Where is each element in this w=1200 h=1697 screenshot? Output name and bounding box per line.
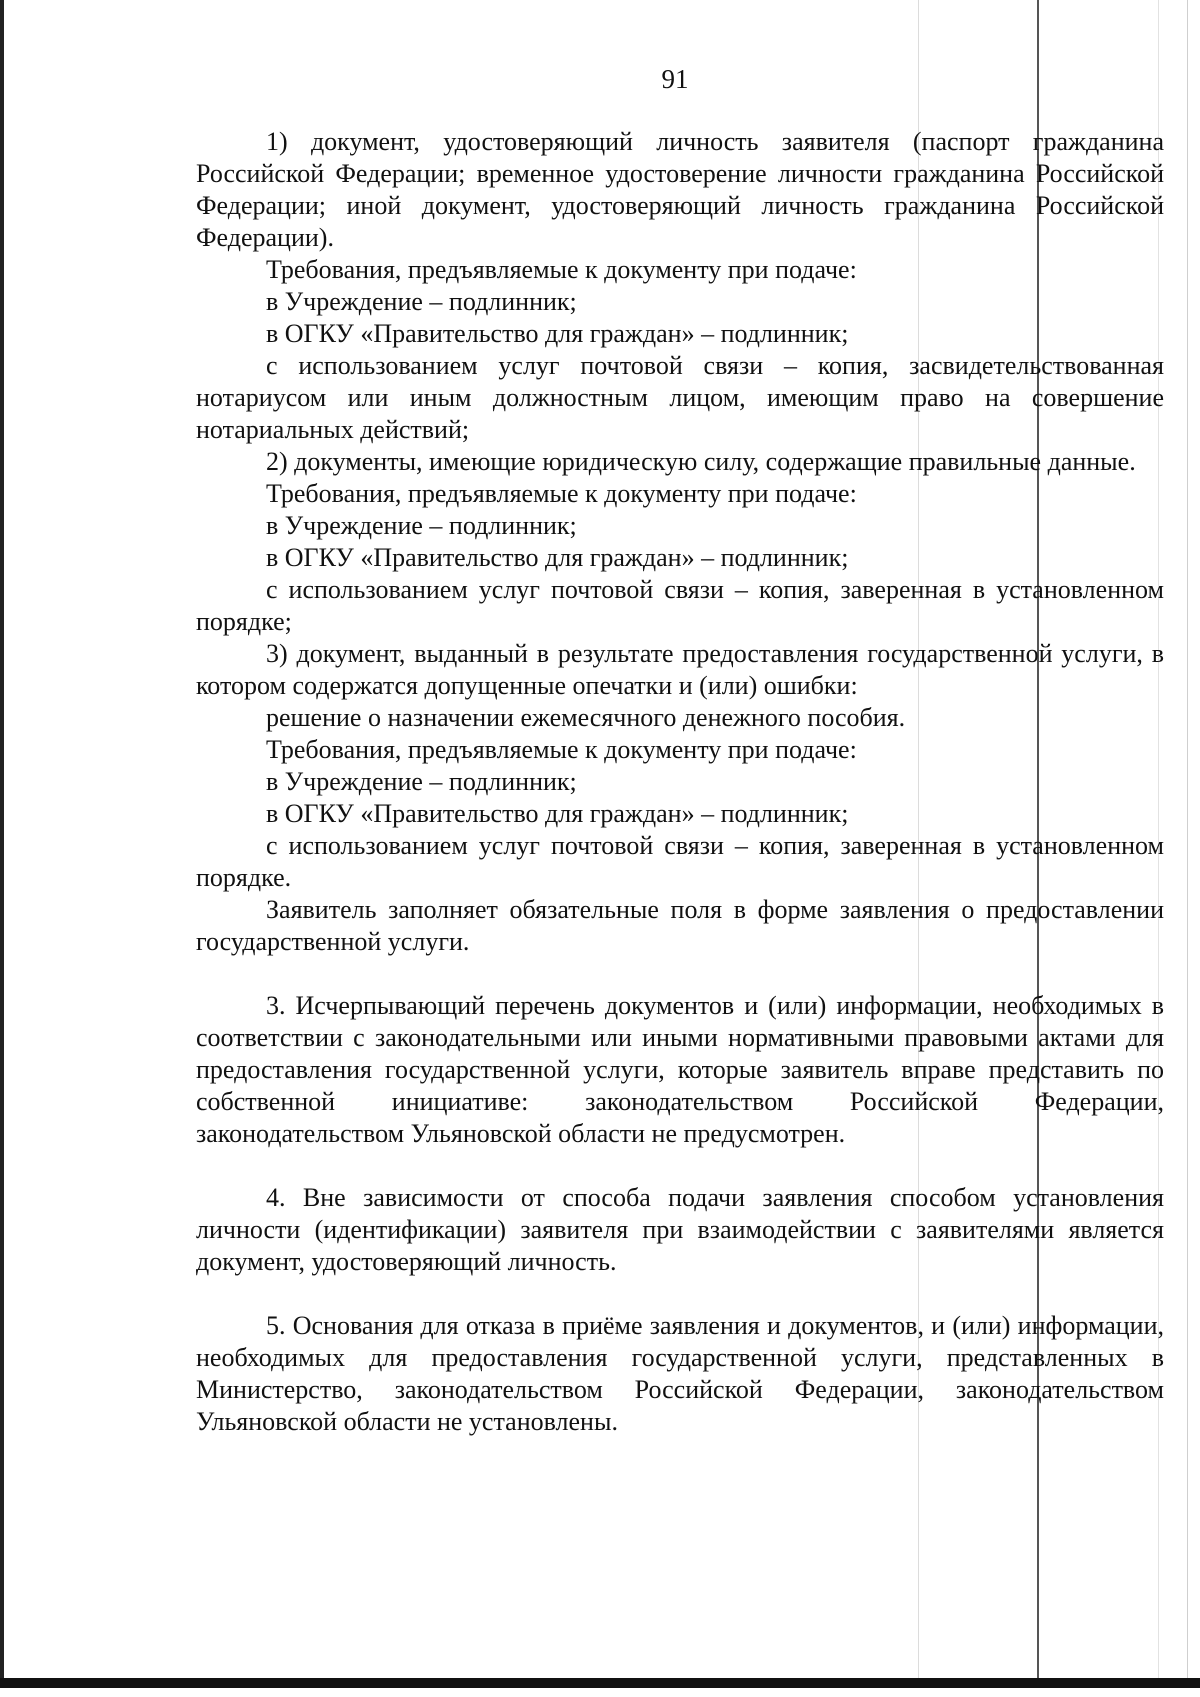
page-number: 91 <box>661 64 689 94</box>
paragraph: в ОГКУ «Правительство для граждан» – подлинник; <box>266 543 849 572</box>
paragraph: в Учреждение – подлинник; <box>266 511 577 540</box>
paragraph: Заявитель заполняет обязательные поля в форме заявления о предоставлении государственной услуги. <box>196 895 1164 956</box>
scan-artifact-line <box>1187 0 1188 1678</box>
paragraph: 2) документы, имеющие юридическую силу, содержащие правильные данные. <box>266 447 1136 476</box>
section-paragraph-3: 3. Исчерпывающий перечень документов и (или) информации, необходимых в соответствии с законодательными или иными нормативными правовыми актами для предоставления государственной услуги, которые заявитель вправе представить по собственной инициативе: законодательством Российской Федерации, законодательством Ульяновской области не предусмотрен. <box>196 991 1164 1148</box>
paragraph: 1) документ, удостоверяющий личность заявителя (паспорт гражданина Российской Федерации; временное удостоверение личности гражданина Российской Федерации; иной документ, удостоверяющий личность гражданина Российской Федерации). <box>196 127 1164 252</box>
scan-left-edge <box>0 0 4 1680</box>
paragraph: в ОГКУ «Правительство для граждан» – подлинник; <box>266 319 849 348</box>
paragraph: Требования, предъявляемые к документу при подаче: <box>266 479 857 508</box>
section-paragraph-5: 5. Основания для отказа в приёме заявления и документов, и (или) информации, необходимых для предоставления государственной услуги, представленных в Министерство, законодательством Российской Федерации, законодательством Ульяновской области не установлены. <box>196 1311 1164 1436</box>
paragraph: в ОГКУ «Правительство для граждан» – подлинник; <box>266 799 849 828</box>
paragraph: Требования, предъявляемые к документу при подаче: <box>266 255 857 284</box>
paragraph: Требования, предъявляемые к документу при подаче: <box>266 735 857 764</box>
paragraph: в Учреждение – подлинник; <box>266 767 577 796</box>
scan-bottom-edge <box>0 1678 1200 1688</box>
document-body <box>196 126 1164 1438</box>
paragraph: с использованием услуг почтовой связи – копия, засвидетельствованная нотариусом или иным должностным лицом, имеющим право на совершение нотариальных действий; <box>196 351 1164 444</box>
paragraph: 3) документ, выданный в результате предоставления государственной услуги, в котором содержатся допущенные опечатки и (или) ошибки: <box>196 639 1164 700</box>
section-paragraph-4: 4. Вне зависимости от способа подачи заявления способом установления личности (идентификации) заявителя при взаимодействии с заявителями является документ, удостоверяющий личность. <box>196 1183 1164 1276</box>
paragraph: в Учреждение – подлинник; <box>266 287 577 316</box>
paragraph: решение о назначении ежемесячного денежного пособия. <box>266 703 906 732</box>
paragraph: с использованием услуг почтовой связи – копия, заверенная в установленном порядке; <box>196 575 1164 636</box>
paragraph: с использованием услуг почтовой связи – копия, заверенная в установленном порядке. <box>196 831 1164 892</box>
